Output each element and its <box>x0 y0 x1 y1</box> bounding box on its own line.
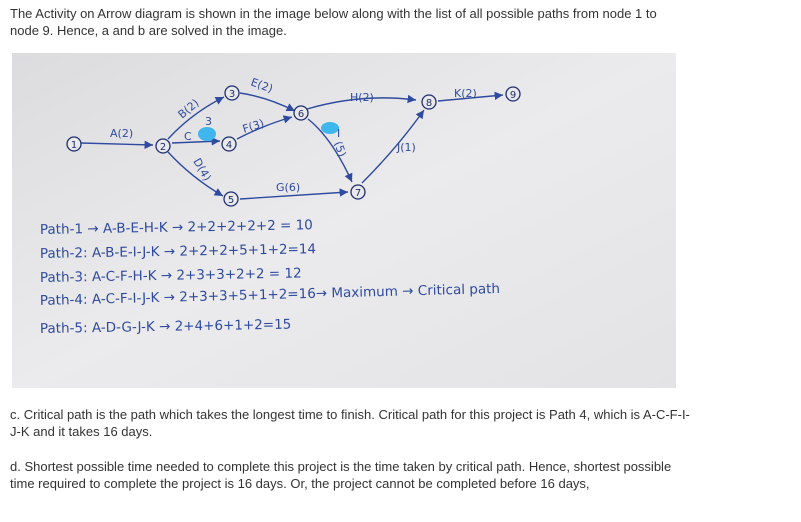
highlight-mark-1 <box>198 127 216 141</box>
activity-label-f: F(3) <box>240 116 266 136</box>
node-7-label: 7 <box>354 188 362 199</box>
intro-paragraph: The Activity on Arrow diagram is shown in the image below along with the list of all possible paths from node 1 to node 9. Hence, a and b are solved in the image. <box>10 6 657 38</box>
activity-label-i-duration: (5) <box>331 139 349 159</box>
node-1-label: 1 <box>70 140 78 151</box>
path-line-1: Path-1 → A-B-E-H-K → 2+2+2+2+2 = 10 <box>39 217 313 238</box>
answer-d-paragraph: d. Shortest possible time needed to complete this project is the time taken by critical path. Hence, shortest possible time required to complete the project is 16 days. Or, the project cannot be completed before 16 days, <box>10 459 672 491</box>
node-8-label: 8 <box>425 98 433 109</box>
activity-label-g: G(6) <box>276 181 301 194</box>
activity-label-i: I <box>337 127 341 140</box>
path-line-4: Path-4: A-C-F-I-J-K → 2+3+3+5+1+2=16→ Maximum → Critical path <box>39 280 501 309</box>
node-3-label: 3 <box>228 89 236 100</box>
node-6-label: 6 <box>297 109 305 120</box>
answer-c-paragraph: c. Critical path is the path which takes the longest time to finish. Critical path for this project is Path 4, which is A-C-F-I-J-K and it takes 16 days. <box>10 407 690 439</box>
path-line-2: Path-2: A-B-E-I-J-K → 2+2+2+5+1+2=14 <box>39 241 317 262</box>
node-2-label: 2 <box>159 142 167 153</box>
path-line-3: Path-3: A-C-F-H-K → 2+3+3+2+2 = 12 <box>39 265 302 286</box>
activity-label-e: E(2) <box>248 75 275 96</box>
activity-label-h: H(2) <box>350 91 374 104</box>
node-9-label: 9 <box>509 90 517 101</box>
activity-on-arrow-diagram <box>12 53 676 388</box>
activity-label-k: K(2) <box>454 87 477 100</box>
activity-label-b: B(2) <box>175 96 202 122</box>
node-4-label: 4 <box>225 140 233 151</box>
activity-label-c-duration: 3 <box>205 115 212 128</box>
activity-label-j: J(1) <box>397 141 416 154</box>
path-line-5: Path-5: A-D-G-J-K → 2+4+6+1+2=15 <box>39 316 292 337</box>
node-5-label: 5 <box>227 195 235 206</box>
activity-label-c: C <box>184 130 192 143</box>
activity-label-d: D(4) <box>190 156 214 184</box>
handwritten-solution-image <box>12 53 676 388</box>
activity-label-a: A(2) <box>110 127 134 140</box>
